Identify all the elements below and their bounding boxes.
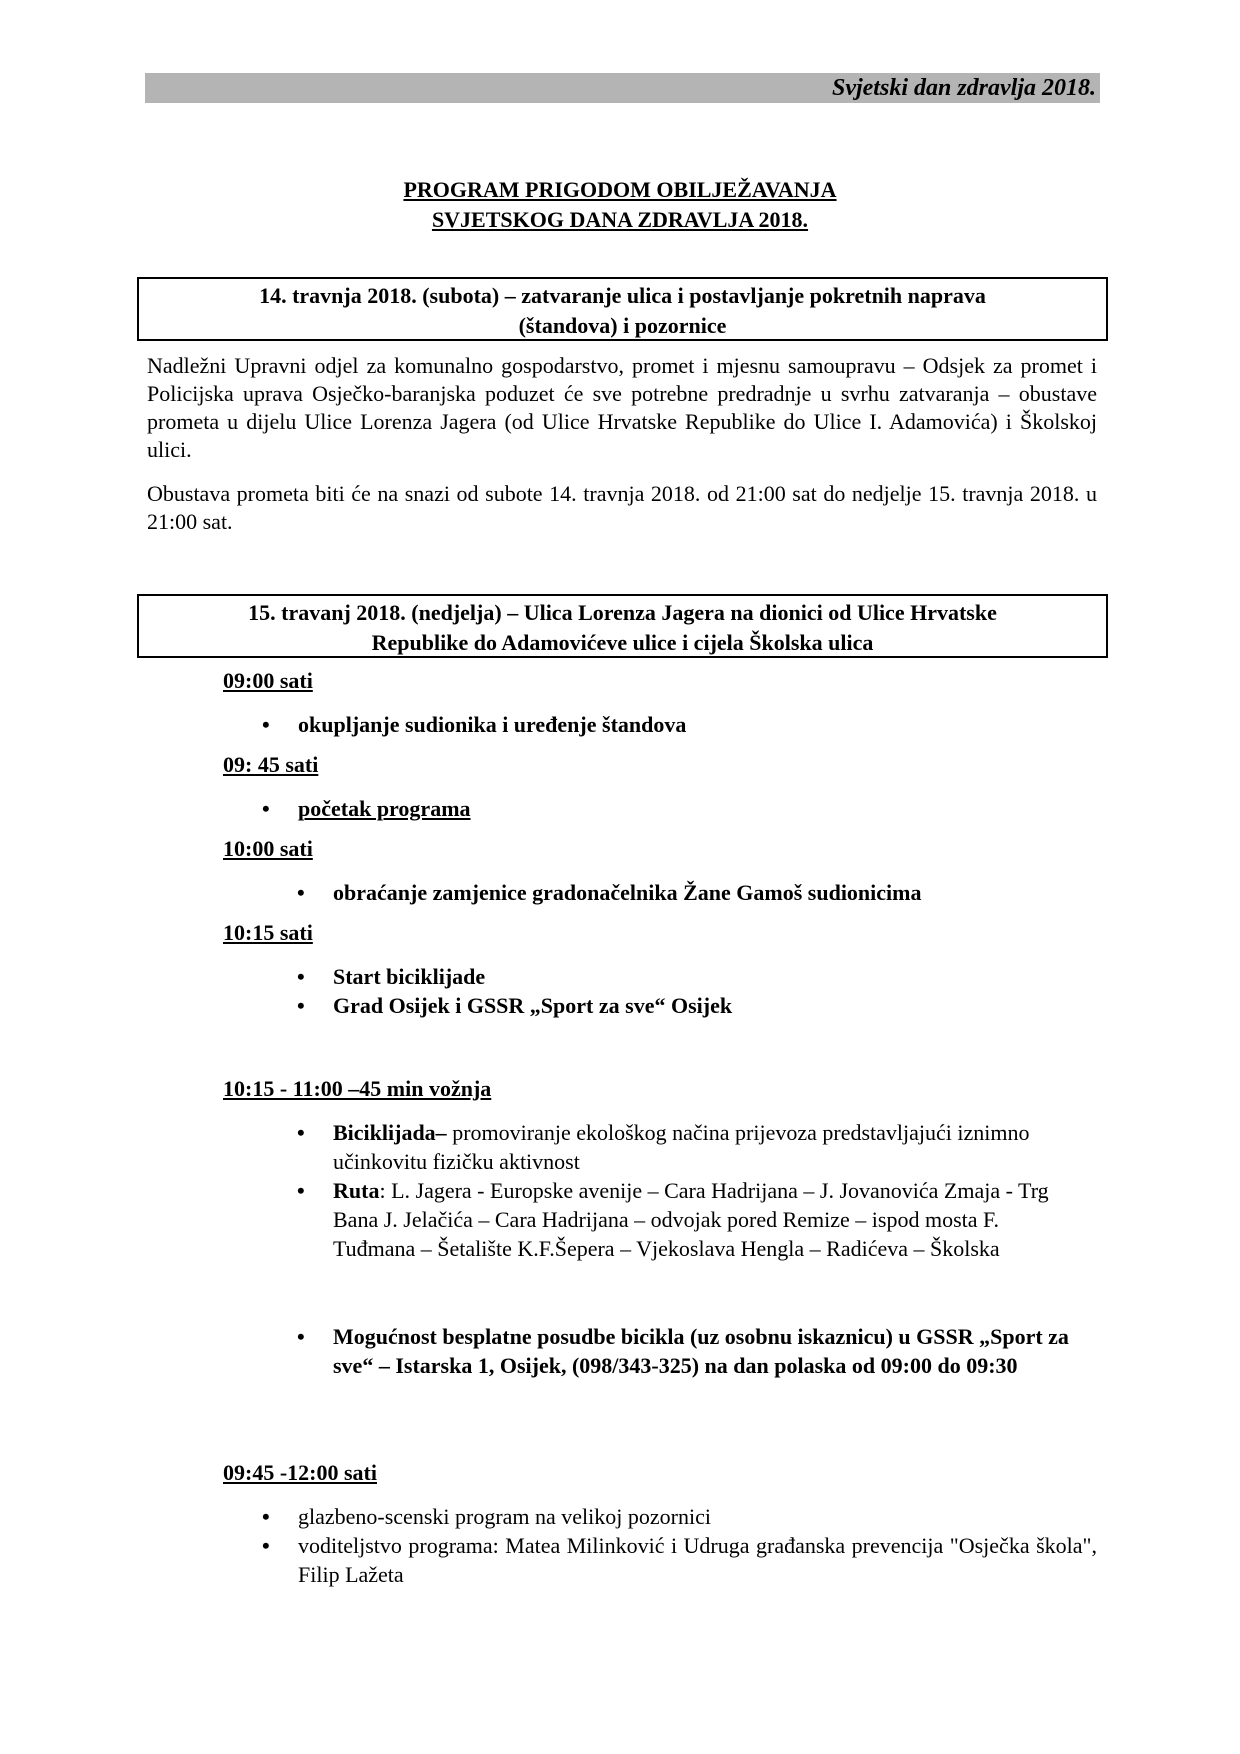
list-item: • početak programa [262, 796, 471, 821]
list-item: • Mogućnost besplatne posudbe bicikla (uz osobnu iskaznicu) u GSSR „Sport za sve“ – Istarska 1, Osijek, (098/343-325) na dan polaska od 09:00 do 09:30 [297, 1324, 1069, 1378]
bullet-icon: • [297, 1178, 305, 1203]
list-item: • okupljanje sudionika i uređenje štandova [262, 712, 687, 737]
title-line-1: PROGRAM PRIGODOM OBILJEŽAVANJA [403, 177, 837, 202]
bullet-icon: • [297, 1120, 305, 1145]
section1-paragraph-1: Nadležni Upravni odjel za komunalno gospodarstvo, promet i mjesnu samoupravu – Odsjek za promet i Policijska uprava Osječko-baranjska poduzet će sve potrebne predradnje u svrhu zatvaranja – obustave prometa u dijelu Ulice Lorenza Jagera (od Ulice Hrvatske Republike do Ulice I. Adamovića) i Školskoj ulici. [147, 353, 1097, 462]
time-heading: 10:00 sati [223, 836, 313, 861]
section2-heading-line-2: Republike do Adamovićeve ulice i cijela Školska ulica [371, 630, 874, 655]
time-heading: 10:15 - 11:00 –45 min vožnja [223, 1076, 492, 1101]
list-item: • Grad Osijek i GSSR „Sport za sve“ Osijek [297, 993, 733, 1018]
list-item: • Biciklijada– promoviranje ekološkog načina prijevoza predstavljajući iznimno učinkovitu fizičku aktivnost [297, 1120, 1030, 1174]
section1-heading-line-2: (štandova) i pozornice [518, 313, 727, 338]
section2-heading-box [137, 594, 1108, 658]
list-item: • Start biciklijade [297, 964, 486, 989]
document-title [0, 175, 1240, 235]
time-heading: 10:15 sati [223, 920, 313, 945]
running-header [145, 73, 1100, 103]
title-line-2: SVJETSKOG DANA ZDRAVLJA 2018. [431, 207, 809, 232]
bullet-icon: • [297, 993, 305, 1018]
time-heading: 09:00 sati [223, 668, 313, 693]
bullet-icon: • [262, 796, 270, 821]
list-item: • Ruta: L. Jagera - Europske avenije – Cara Hadrijana – J. Jovanovića Zmaja - Trg Bana J. Jelačića – Cara Hadrijana – odvojak pored Remize – ispod mosta F. Tuđmana – Šetalište K.F.Šepera – Vjekoslava Hengla – Radićeva – Školska [297, 1178, 1049, 1261]
list-item: • glazbeno-scenski program na velikoj pozornici [262, 1504, 711, 1529]
time-heading: 09:45 -12:00 sati [223, 1460, 377, 1485]
section1-heading-box [137, 277, 1108, 341]
bullet-icon: • [297, 880, 305, 905]
list-item: • voditeljstvo programa: Matea Milinković i Udruga građanska prevencija "Osječka škola", Filip Lažeta [262, 1533, 1097, 1587]
bullet-icon: • [262, 1504, 270, 1529]
running-header-title: Svjetski dan zdravlja 2018. [831, 75, 1096, 101]
section1-paragraph-2: Obustava prometa biti će na snazi od subote 14. travnja 2018. od 21:00 sat do nedjelje 15. travnja 2018. u 21:00 sat. [147, 481, 1097, 534]
list-item: • obraćanje zamjenice gradonačelnika Žane Gamoš sudionicima [297, 880, 922, 905]
section1-heading-line-1: 14. travnja 2018. (subota) – zatvaranje ulica i postavljanje pokretnih naprava [259, 283, 986, 308]
time-heading: 09: 45 sati [223, 752, 319, 777]
bullet-icon: • [262, 1533, 270, 1558]
bullet-icon: • [297, 1324, 305, 1349]
section2-heading-line-1: 15. travanj 2018. (nedjelja) – Ulica Lorenza Jagera na dionici od Ulice Hrvatske [248, 600, 997, 625]
bullet-icon: • [297, 964, 305, 989]
bullet-icon: • [262, 712, 270, 737]
